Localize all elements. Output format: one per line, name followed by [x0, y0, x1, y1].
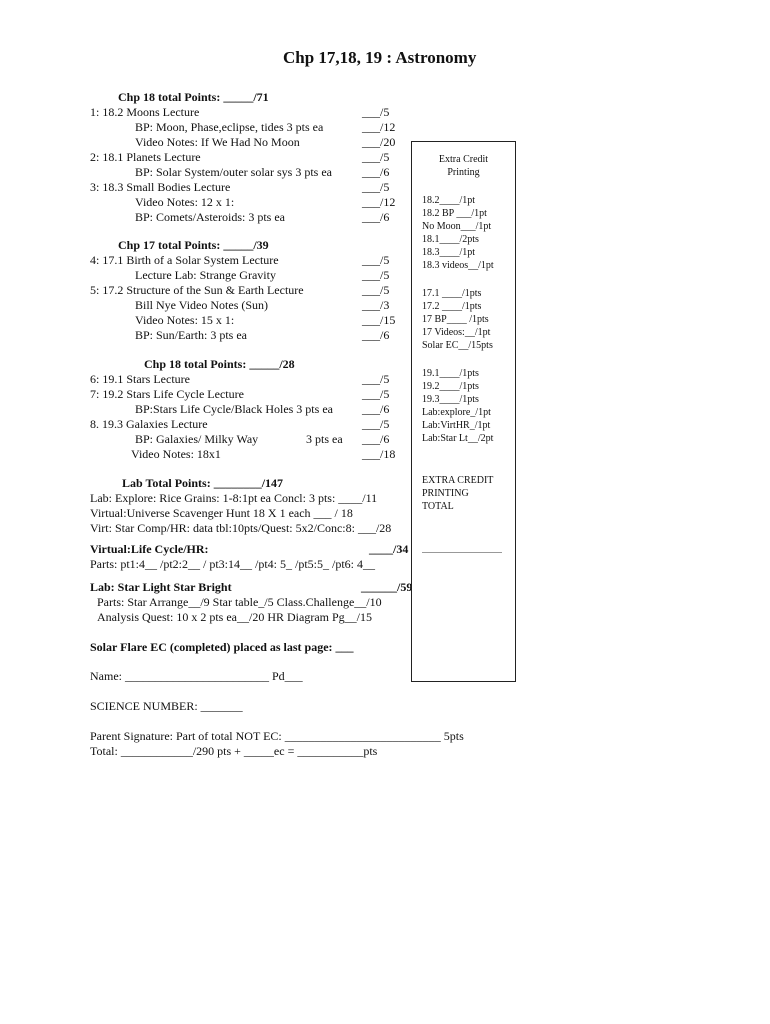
line-item: 3 pts ea: [306, 432, 343, 446]
score-blank: ___/5: [362, 180, 390, 194]
extra-credit-totals: [422, 474, 493, 513]
extra-credit-line: 17.2 ____/1pts: [422, 301, 482, 312]
score-blank: ___/5: [362, 253, 390, 267]
line-item: Bill Nye Video Notes (Sun): [135, 298, 269, 312]
line-item: Video Notes: 18x1: [131, 447, 221, 461]
line-item: Chp 17 total Points: _____/39: [118, 238, 269, 252]
extra-credit-line: 18.2 BP ___/1pt: [422, 208, 487, 219]
extra-credit-line: 18.2____/1pt: [422, 195, 476, 206]
line-item: Parent Signature: Part of total NOT EC: __________________________ 5pts: [90, 729, 464, 743]
line-item: 5: 17.2 Structure of the Sun & Earth Lecture: [90, 283, 304, 297]
extra-credit-line: 19.3____/1pts: [422, 394, 479, 405]
extra-credit-line: 17.1 ____/1pts: [422, 288, 482, 299]
line-item: 2: 18.1 Planets Lecture: [90, 150, 201, 164]
line-item: Total: ____________/290 pts + _____ec = ___________pts: [90, 744, 378, 758]
line-item: Video Notes: 12 x 1:: [135, 195, 235, 209]
extra-credit-group-chp18: [422, 194, 494, 272]
line-item: Lecture Lab: Strange Gravity: [135, 268, 276, 282]
extra-credit-line: Extra Credit: [438, 154, 489, 165]
line-item: 1: 18.2 Moons Lecture: [90, 105, 200, 119]
line-item: BP: Galaxies/ Milky Way: [135, 432, 259, 446]
score-blank: ___/6: [362, 210, 390, 224]
score-blank: ___/5: [362, 283, 390, 297]
score-blank: ___/6: [362, 328, 390, 342]
line-item: BP:Stars Life Cycle/Black Holes 3 pts ea: [135, 402, 333, 416]
extra-credit-line: 19.2____/1pts: [422, 381, 479, 392]
line-item: Virtual:Life Cycle/HR:: [90, 542, 209, 556]
score-blank: ___/5: [362, 268, 390, 282]
score-blank: ___/15: [362, 313, 396, 327]
line-item: BP: Solar System/outer solar sys 3 pts ea: [135, 165, 332, 179]
line-item: Name: ________________________ Pd___: [90, 669, 303, 683]
extra-credit-line: 18.3 videos__/1pt: [422, 260, 494, 271]
line-item: 7: 19.2 Stars Life Cycle Lecture: [90, 387, 244, 401]
score-blank: ___/6: [362, 432, 390, 446]
extra-credit-line: Printing: [447, 167, 480, 178]
line-item: 4: 17.1 Birth of a Solar System Lecture: [90, 253, 279, 267]
extra-credit-line: 17 BP____ /1pts: [422, 314, 489, 325]
score-blank: ___/5: [362, 372, 390, 386]
extra-credit-line: EXTRA CREDIT: [422, 475, 494, 486]
extra-credit-line: No Moon___/1pt: [422, 221, 492, 232]
line-item: Virt: Star Comp/HR: data tbl:10pts/Quest: 5x2/Conc:8: ___/28: [90, 521, 392, 535]
line-item: Parts: Star Arrange__/9 Star table_/5 Class.Challenge__/10: [97, 595, 382, 609]
extra-credit-heading: [412, 153, 515, 179]
score-blank: ___/12: [362, 195, 396, 209]
extra-credit-line: Solar EC__/15pts: [422, 340, 493, 351]
extra-credit-line: PRINTING: [422, 488, 469, 499]
line-item: ______/59: [361, 580, 413, 594]
line-item: BP: Moon, Phase,eclipse, tides 3 pts ea: [135, 120, 324, 134]
line-item: Virtual:Universe Scavenger Hunt 18 X 1 each ___ / 18: [90, 506, 353, 520]
score-blank: ___/5: [362, 150, 390, 164]
score-blank: ___/6: [362, 165, 390, 179]
score-blank: ___/5: [362, 417, 390, 431]
line-item: Lab: Star Light Star Bright: [90, 580, 232, 594]
extra-credit-line: 18.1____/2pts: [422, 234, 479, 245]
extra-credit-line: Lab:Star Lt__/2pt: [422, 433, 494, 444]
score-blank: ___/3: [362, 298, 390, 312]
line-item: SCIENCE NUMBER: _______: [90, 699, 243, 713]
score-blank: ___/20: [362, 135, 396, 149]
line-item: 8. 19.3 Galaxies Lecture: [90, 417, 208, 431]
line-item: Video Notes: 15 x 1:: [135, 313, 235, 327]
line-item: 3: 18.3 Small Bodies Lecture: [90, 180, 231, 194]
extra-credit-group-chp19: [422, 367, 493, 445]
line-item: Chp 18 total Points: _____/71: [118, 90, 269, 104]
extra-credit-line: 17 Videos:__/1pt: [422, 327, 491, 338]
extra-credit-line: 18.3____/1pt: [422, 247, 476, 258]
score-blank: ___/12: [362, 120, 396, 134]
page-title: Chp 17,18, 19 : Astronomy: [283, 48, 477, 67]
extra-credit-box: [411, 141, 516, 682]
line-item: Solar Flare EC (completed) placed as last page: ___: [90, 640, 354, 654]
line-item: BP: Comets/Asteroids: 3 pts ea: [135, 210, 285, 224]
extra-credit-line: TOTAL: [422, 501, 454, 512]
line-item: BP: Sun/Earth: 3 pts ea: [135, 328, 247, 342]
score-blank: ___/5: [362, 387, 390, 401]
score-blank: ___/6: [362, 402, 390, 416]
line-item: Parts: pt1:4__ /pt2:2__ / pt3:14__ /pt4: 5_ /pt5:5_ /pt6: 4__: [90, 557, 376, 571]
line-item: Lab: Explore: Rice Grains: 1-8:1pt ea Concl: 3 pts: ____/11: [90, 491, 378, 505]
score-blank: ___/18: [362, 447, 396, 461]
line-item: 6: 19.1 Stars Lecture: [90, 372, 190, 386]
total-blank-line: [422, 552, 502, 553]
line-item: Analysis Quest: 10 x 2 pts ea__/20 HR Diagram Pg__/15: [97, 610, 372, 624]
line-item: Video Notes: If We Had No Moon: [135, 135, 300, 149]
line-item: Chp 18 total Points: _____/28: [144, 357, 295, 371]
line-item: Lab Total Points: ________/147: [122, 476, 284, 490]
line-item: ____/34: [369, 542, 409, 556]
extra-credit-group-chp17: [422, 287, 493, 352]
extra-credit-line: Lab:VirtHR_/1pt: [422, 420, 491, 431]
extra-credit-line: Lab:explore_/1pt: [422, 407, 491, 418]
score-blank: ___/5: [362, 105, 390, 119]
extra-credit-line: 19.1____/1pts: [422, 368, 479, 379]
